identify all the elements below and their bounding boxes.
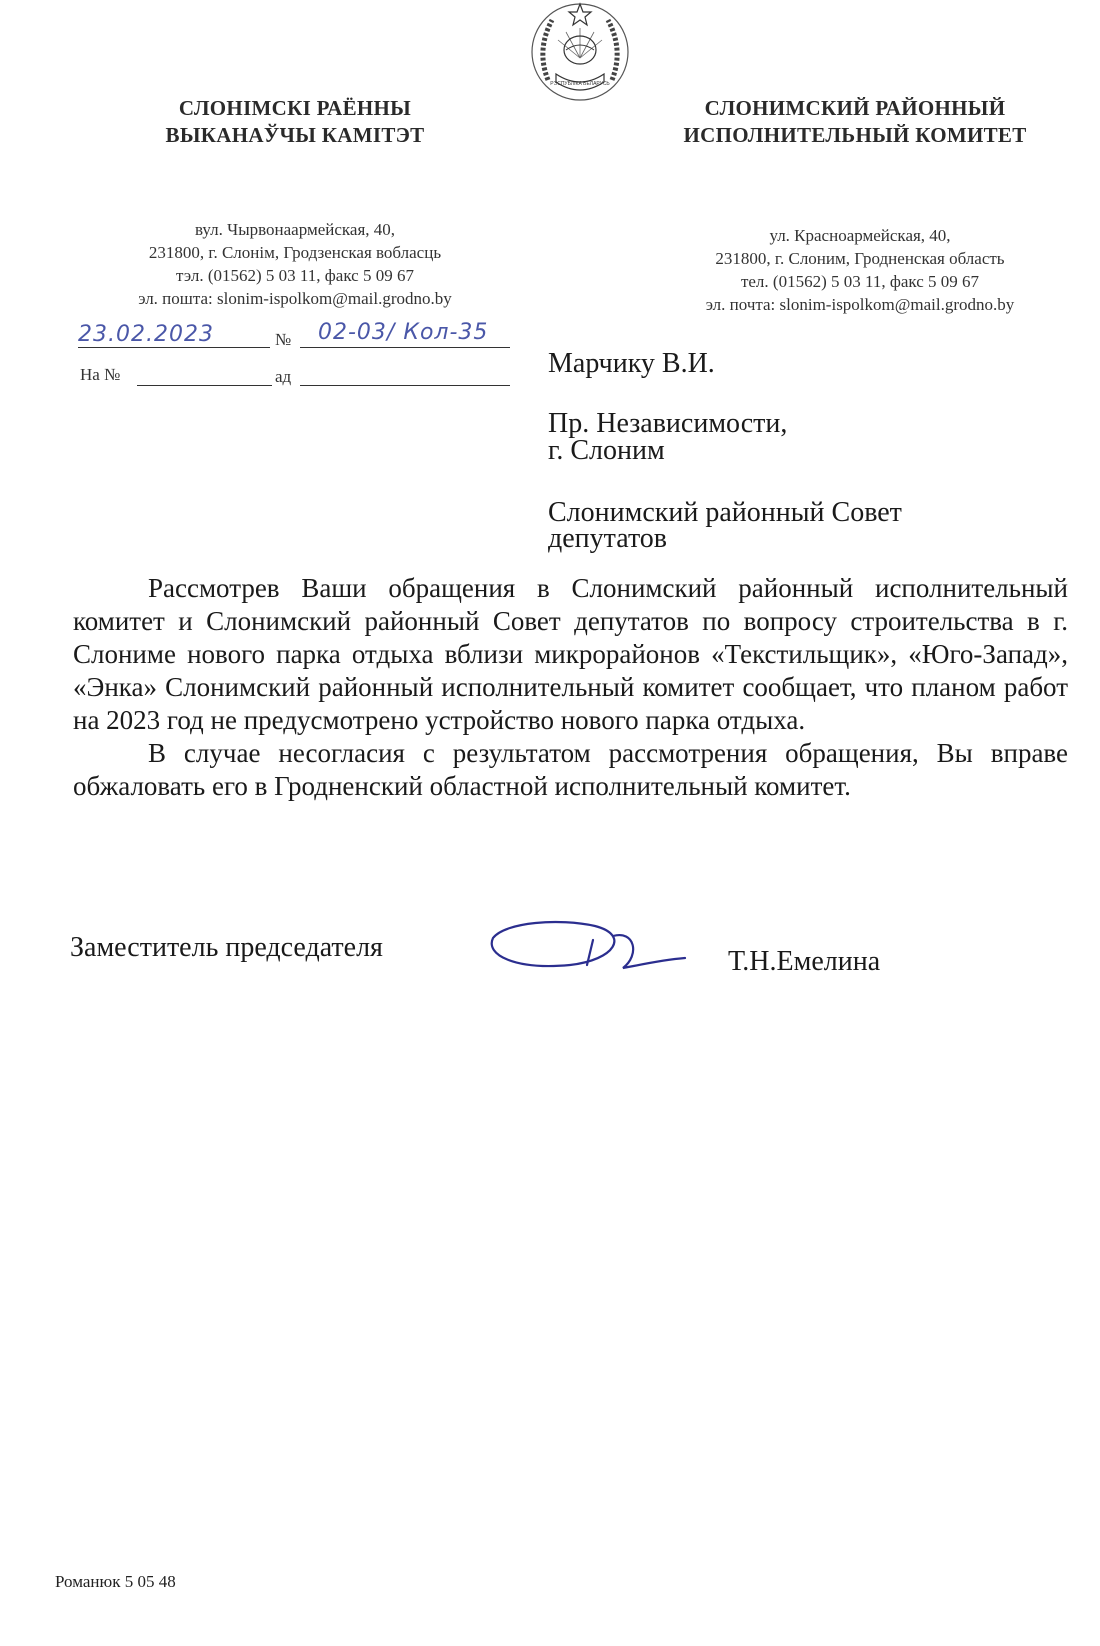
org-name-by-line2: ВЫКАНАЎЧЫ КАМІТЭТ xyxy=(165,123,425,147)
copy-recipient-line1: Слонимский районный Совет xyxy=(548,497,902,528)
address-russian xyxy=(635,224,1085,316)
address-ru-line: тел. (01562) 5 03 11, факс 5 09 67 xyxy=(740,272,980,291)
org-name-belarusian xyxy=(120,95,470,149)
org-name-ru-line2: ИСПОЛНИТЕЛЬНЫЙ КОМИТЕТ xyxy=(683,123,1027,147)
date-handwritten: 23.02.2023 xyxy=(78,322,214,347)
address-by-line: эл. пошта: slonim-ispolkom@mail.grodno.by xyxy=(138,289,452,308)
org-name-russian xyxy=(635,95,1075,149)
recipient-name: Марчику В.И. xyxy=(548,348,715,379)
reference-number-line xyxy=(137,365,272,386)
org-name-ru-line1: СЛОНИМСКИЙ РАЙОННЫЙ xyxy=(704,96,1006,120)
recipient-address-line2: г. Слоним xyxy=(548,435,665,466)
address-by-line: вул. Чырвонаармейская, 40, xyxy=(194,220,396,239)
signatory-role: Заместитель председателя xyxy=(70,932,383,963)
address-ru-line: ул. Красноармейская, 40, xyxy=(769,226,951,245)
reference-number-label: На № xyxy=(80,365,121,384)
address-by-line: 231800, г. Слонім, Гродзенская вобласць xyxy=(148,243,442,262)
signatory-name: Т.Н.Емелина xyxy=(728,946,881,977)
address-by-line: тэл. (01562) 5 03 11, факс 5 09 67 xyxy=(176,266,414,285)
number-handwritten: 02-03/ Кол-35 xyxy=(318,320,489,345)
letter-body xyxy=(73,572,1068,803)
body-paragraph: В случае несогласия с результатом рассмотрения обращения, Вы вправе обжаловать его в Гродненский областной исполнительный комитет. xyxy=(73,738,1068,801)
svg-text:РЭСПУБЛІКА БЕЛАРУСЬ: РЭСПУБЛІКА БЕЛАРУСЬ xyxy=(550,81,610,87)
state-emblem-icon xyxy=(528,0,632,104)
reference-from-label: ад xyxy=(275,367,292,386)
org-name-by-line1: СЛОНІМСКІ РАЁННЫ xyxy=(178,96,412,120)
copy-recipient-line2: депутатов xyxy=(548,523,668,554)
number-label: № xyxy=(275,330,292,349)
address-belarusian xyxy=(80,218,510,310)
recipient-address-line1: Пр. Независимости, xyxy=(548,408,788,439)
address-ru-line: 231800, г. Слоним, Гродненская область xyxy=(715,249,1005,268)
handwritten-signature xyxy=(475,910,690,990)
body-paragraph: Рассмотрев Ваши обращения в Слонимский районный исполнительный комитет и Слонимский районный Совет депутатов по вопросу строительства в г. Слониме нового парка отдыха вблизи микрорайонов «Текстильщик», «Юго-Запад», «Энка» Слонимский районный исполнительный комитет сообщает, что планом работ на 2023 год не предусмотрено устройство нового парка отдыха. xyxy=(73,573,1068,735)
reference-from-line xyxy=(300,365,510,386)
executor-note: Романюк 5 05 48 xyxy=(55,1572,176,1591)
address-ru-line: эл. почта: slonim-ispolkom@mail.grodno.by xyxy=(705,295,1015,314)
